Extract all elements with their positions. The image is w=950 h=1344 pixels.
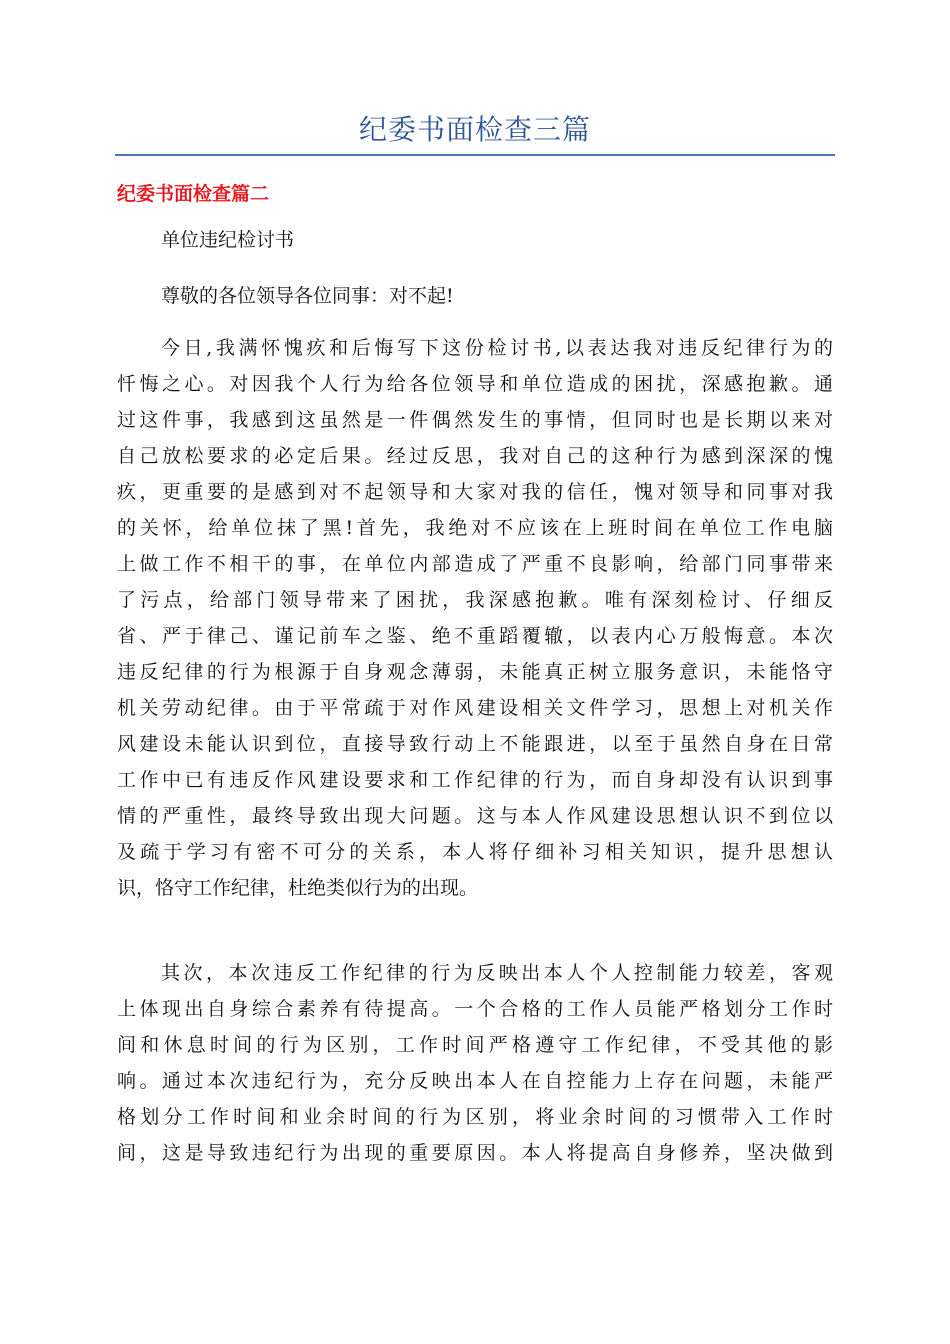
paragraph-line: 忏悔之心。对因我个人行为给各位领导和单位造成的困扰，深感抱歉。通 xyxy=(117,373,833,395)
paragraph-line: 上体现出自身综合素养有待提高。一个合格的工作人员能严格划分工作时 xyxy=(117,998,833,1020)
paragraph-line: 间和休息时间的行为区别，工作时间严格遵守工作纪律，不受其他的影 xyxy=(117,1034,833,1056)
paragraph-line: 了污点，给部门领导带来了困扰，我深感抱歉。唯有深刻检讨、仔细反 xyxy=(117,589,833,611)
letter-subtitle: 单位违纪检讨书 xyxy=(161,229,295,251)
paragraph-1 xyxy=(117,330,833,906)
paragraph-line: 情的严重性，最终导致出现大问题。这与本人作风建设思想认识不到位以 xyxy=(117,805,833,827)
paragraph-line: 间，这是导致违纪行为出现的重要原因。本人将提高自身修养，坚决做到 xyxy=(117,1142,833,1164)
paragraph-line: 识，恪守工作纪律，杜绝类似行为的出现。 xyxy=(117,877,479,899)
paragraph-line: 今日,我满怀愧疚和后悔写下这份检讨书,以表达我对违反纪律行为的 xyxy=(161,337,833,359)
paragraph-line: 省、严于律己、谨记前车之鉴、绝不重蹈覆辙，以表内心万般悔意。本次 xyxy=(117,625,833,647)
paragraph-line: 机关劳动纪律。由于平常疏于对作风建设相关文件学习，思想上对机关作 xyxy=(117,697,833,719)
section-heading: 纪委书面检查篇二 xyxy=(117,183,270,205)
paragraph-line: 的关怀，给单位抹了黑!首先，我绝对不应该在上班时间在单位工作电脑 xyxy=(117,517,833,539)
paragraph-line: 违反纪律的行为根源于自身观念薄弱，未能真正树立服务意识，未能恪守 xyxy=(117,661,833,683)
paragraph-line: 疚，更重要的是感到对不起领导和大家对我的信任，愧对领导和同事对我 xyxy=(117,481,833,503)
paragraph-line: 响。通过本次违纪行为，充分反映出本人在自控能力上存在问题，未能严 xyxy=(117,1070,833,1092)
paragraph-line: 自己放松要求的必定后果。经过反思，我对自己的这种行为感到深深的愧 xyxy=(117,445,833,467)
paragraph-line: 过这件事，我感到这虽然是一件偶然发生的事情，但同时也是长期以来对 xyxy=(117,409,833,431)
paragraph-line: 工作中已有违反作风建设要求和工作纪律的行为，而自身却没有认识到事 xyxy=(117,769,833,791)
paragraph-2 xyxy=(117,955,833,1171)
paragraph-line: 其次，本次违反工作纪律的行为反映出本人个人控制能力较差，客观 xyxy=(161,962,833,984)
document-title: 纪委书面检查三篇 xyxy=(358,113,591,146)
letter-salutation: 尊敬的各位领导各位同事：对不起! xyxy=(161,285,454,307)
paragraph-line: 风建设未能认识到位，直接导致行动上不能跟进，以至于虽然自身在日常 xyxy=(117,733,833,755)
paragraph-line: 上做工作不相干的事，在单位内部造成了严重不良影响，给部门同事带来 xyxy=(117,553,833,575)
paragraph-line: 格划分工作时间和业余时间的行为区别，将业余时间的习惯带入工作时 xyxy=(117,1106,833,1128)
title-divider xyxy=(115,154,835,156)
paragraph-line: 及疏于学习有密不可分的关系，本人将仔细补习相关知识，提升思想认 xyxy=(117,841,833,863)
